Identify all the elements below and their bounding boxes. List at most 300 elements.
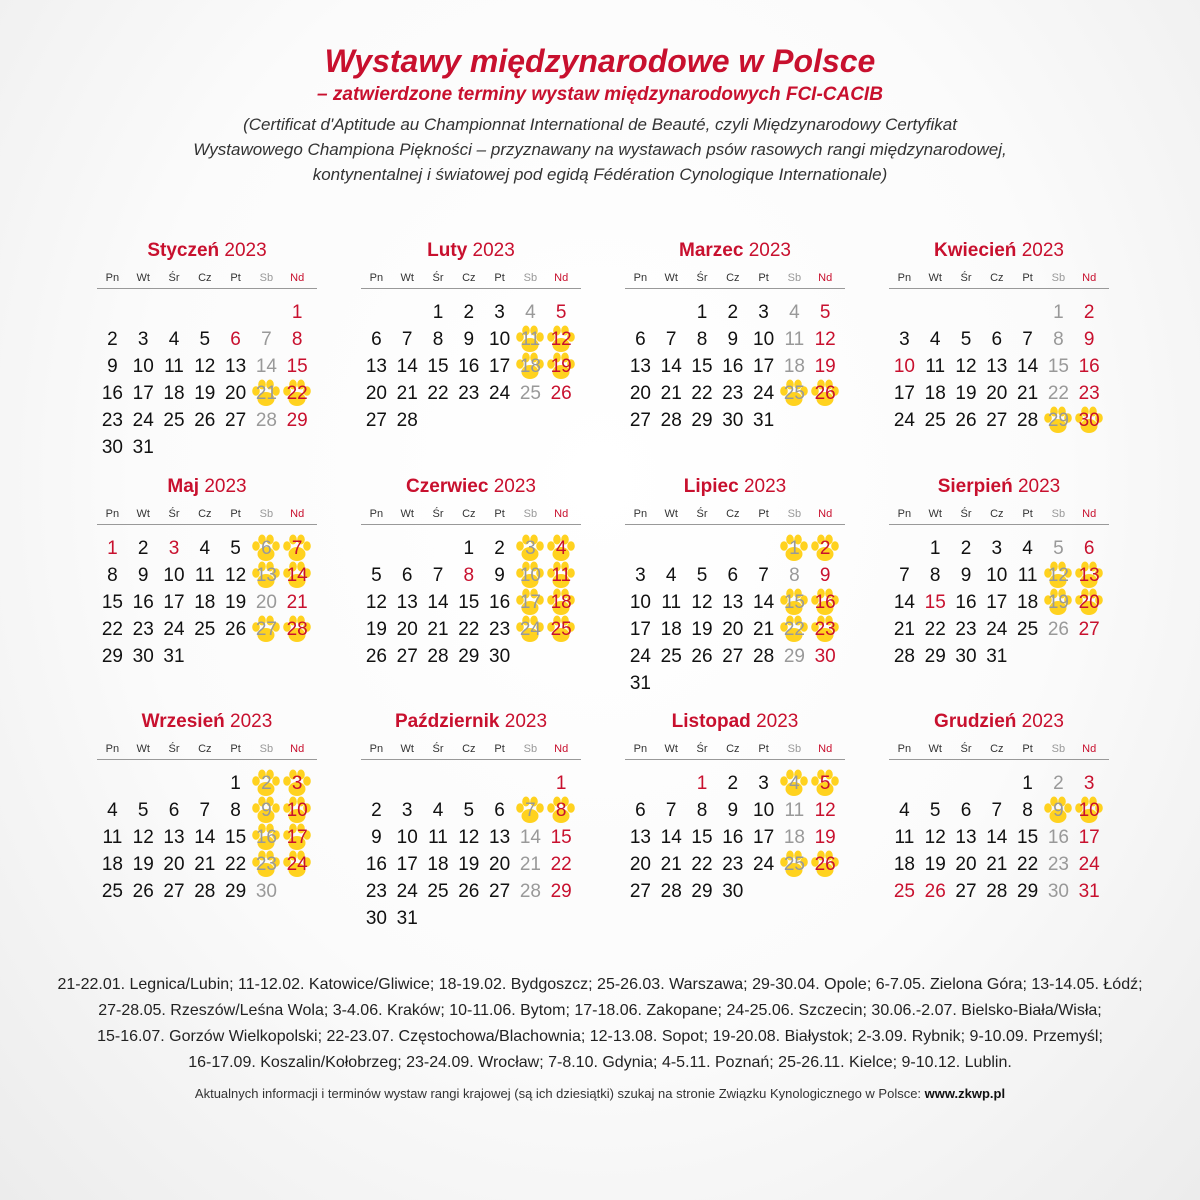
day-number: 26	[955, 410, 977, 431]
day-cell	[282, 589, 313, 616]
day-number: 19	[225, 592, 247, 613]
day-cell	[159, 797, 190, 824]
day-number: 6	[168, 800, 180, 821]
weekday-label: Pn	[369, 743, 384, 755]
day-number: 9	[137, 565, 149, 586]
day-number: 8	[696, 800, 708, 821]
day-number: 6	[635, 329, 646, 350]
day-number: 18	[550, 592, 572, 613]
day-cell	[920, 353, 951, 380]
day-cell	[546, 616, 577, 643]
day-number: 28	[660, 410, 682, 431]
show-dates-list	[0, 972, 1200, 1076]
month-name: Październik	[394, 711, 500, 732]
day-number: 6	[494, 800, 505, 821]
day-number: 1	[432, 302, 444, 323]
day-number: 3	[758, 302, 769, 323]
weekday-label: Śr	[168, 508, 180, 520]
day-cell	[951, 562, 982, 589]
day-number: 12	[365, 592, 387, 613]
day-cell	[515, 878, 546, 905]
day-number: 10	[1078, 800, 1100, 821]
day-number: 26	[132, 881, 154, 902]
day-cell	[981, 535, 1012, 562]
weekday-header	[361, 270, 581, 289]
day-number: 3	[494, 302, 505, 323]
day-number: 26	[365, 646, 387, 667]
day-cell	[981, 589, 1012, 616]
empty-day	[97, 770, 128, 797]
day-cell	[1074, 878, 1105, 905]
day-number: 18	[893, 854, 915, 875]
month-year: 2023	[504, 711, 548, 732]
day-number: 23	[132, 619, 154, 640]
day-number: 10	[286, 800, 308, 821]
empty-day	[423, 770, 454, 797]
day-number: 11	[551, 565, 572, 586]
day-number: 7	[199, 800, 211, 821]
day-cell	[810, 326, 841, 353]
day-number: 8	[789, 565, 800, 586]
month-name: Czerwiec	[406, 476, 489, 497]
weekday-label: Sb	[259, 508, 274, 520]
day-number: 2	[107, 329, 118, 350]
day-cell	[920, 562, 951, 589]
day-cell	[1043, 851, 1074, 878]
day-cell	[1043, 562, 1074, 589]
day-number: 21	[286, 592, 308, 613]
day-number: 9	[107, 356, 118, 377]
weekday-label: Pn	[897, 272, 912, 284]
day-cell	[717, 878, 748, 905]
month-title	[361, 709, 581, 735]
weekday-label: Wt	[928, 272, 942, 284]
website-link[interactable]: www.zkwp.pl	[924, 1086, 1006, 1101]
day-cell	[159, 326, 190, 353]
day-number: 27	[629, 881, 651, 902]
day-cell	[625, 616, 656, 643]
month-title	[97, 474, 317, 500]
day-number: 22	[783, 619, 805, 640]
day-cell	[128, 380, 159, 407]
day-number: 1	[291, 302, 303, 323]
bottom-note	[0, 1086, 1200, 1101]
day-number: 16	[1047, 827, 1069, 848]
empty-day	[625, 770, 656, 797]
day-cell	[981, 616, 1012, 643]
day-number: 4	[665, 565, 677, 586]
day-number: 13	[255, 565, 277, 586]
day-cell	[159, 616, 190, 643]
day-cell	[189, 824, 220, 851]
day-number: 12	[458, 827, 480, 848]
month-10	[361, 709, 581, 932]
day-number: 26	[691, 646, 713, 667]
day-cell	[189, 589, 220, 616]
day-cell	[128, 562, 159, 589]
day-cell	[423, 797, 454, 824]
day-cell	[484, 326, 515, 353]
day-cell	[717, 824, 748, 851]
day-number: 27	[163, 881, 185, 902]
day-cell	[251, 407, 282, 434]
month-year: 2023	[1021, 240, 1064, 261]
day-number: 11	[1017, 565, 1038, 586]
day-number: 27	[396, 646, 418, 667]
day-number: 6	[371, 329, 382, 350]
day-cell	[484, 616, 515, 643]
month-7	[625, 474, 845, 697]
day-number: 18	[519, 356, 541, 377]
day-number: 27	[1078, 619, 1100, 640]
day-number: 4	[1022, 538, 1033, 559]
weekday-label: Wt	[664, 743, 678, 755]
day-number: 15	[427, 356, 449, 377]
day-number: 10	[986, 565, 1008, 586]
month-year: 2023	[1017, 476, 1061, 497]
day-cell	[981, 380, 1012, 407]
day-cell	[920, 407, 951, 434]
day-number: 21	[255, 383, 277, 404]
weekday-header	[361, 506, 581, 525]
day-number: 24	[986, 619, 1008, 640]
day-cell	[453, 535, 484, 562]
day-number: 25	[783, 854, 805, 875]
day-number: 26	[814, 383, 836, 404]
weekday-label: Śr	[432, 272, 444, 284]
month-year: 2023	[748, 240, 791, 261]
day-number: 20	[396, 619, 418, 640]
day-number: 26	[225, 619, 247, 640]
day-number: 17	[132, 383, 154, 404]
day-number: 30	[814, 646, 836, 667]
day-number: 22	[225, 854, 247, 875]
day-number: 14	[427, 592, 449, 613]
day-number: 18	[660, 619, 682, 640]
day-cell	[920, 380, 951, 407]
day-cell	[159, 878, 190, 905]
day-number: 20	[722, 619, 744, 640]
day-cell	[282, 824, 313, 851]
day-cell	[159, 562, 190, 589]
day-number: 30	[722, 881, 744, 902]
day-number: 22	[101, 619, 123, 640]
day-number: 25	[660, 646, 682, 667]
day-cell	[625, 326, 656, 353]
day-number: 29	[924, 646, 946, 667]
day-cell	[392, 326, 423, 353]
weekday-label: Sb	[259, 272, 274, 284]
day-number: 8	[1053, 329, 1064, 350]
month-year: 2023	[493, 476, 536, 497]
day-number: 21	[660, 854, 682, 875]
day-number: 15	[286, 356, 308, 377]
day-number: 15	[924, 592, 946, 613]
day-number: 18	[163, 383, 185, 404]
weekday-label: Pn	[633, 508, 648, 520]
header-note-line: (Certificat d'Aptitude au Championnat International de Beauté, czyli Międzynarodowy Certyfikat	[243, 115, 957, 134]
days-grid	[361, 535, 581, 670]
day-number: 2	[137, 538, 149, 559]
weekday-label: Nd	[818, 508, 833, 520]
day-number: 10	[489, 329, 511, 350]
day-cell	[656, 562, 687, 589]
weekday-header	[97, 270, 317, 289]
weekday-label: Pn	[369, 272, 384, 284]
day-number: 28	[286, 619, 308, 640]
day-cell	[189, 535, 220, 562]
weekday-label: Wt	[664, 272, 678, 284]
day-cell	[128, 589, 159, 616]
day-number: 19	[814, 827, 836, 848]
day-cell	[282, 380, 313, 407]
days-grid	[97, 299, 317, 461]
day-cell	[392, 353, 423, 380]
day-cell	[779, 380, 810, 407]
weekday-label: Sb	[787, 508, 802, 520]
weekday-header	[889, 270, 1109, 289]
day-number: 24	[489, 383, 511, 404]
day-number: 21	[427, 619, 449, 640]
day-number: 25	[101, 881, 123, 902]
day-cell	[128, 434, 159, 461]
day-cell	[1012, 851, 1043, 878]
empty-day	[423, 535, 454, 562]
day-cell	[251, 878, 282, 905]
day-cell	[128, 797, 159, 824]
day-number: 18	[101, 854, 123, 875]
day-cell	[810, 380, 841, 407]
day-cell	[97, 380, 128, 407]
day-number: 20	[629, 383, 651, 404]
month-name: Maj	[167, 476, 200, 497]
day-cell	[423, 824, 454, 851]
day-number: 12	[691, 592, 713, 613]
day-cell	[361, 616, 392, 643]
weekday-label: Śr	[168, 743, 180, 755]
day-cell	[220, 407, 251, 434]
day-number: 16	[955, 592, 977, 613]
day-cell	[282, 562, 313, 589]
weekday-label: Nd	[1082, 272, 1097, 284]
day-cell	[687, 299, 718, 326]
day-cell	[717, 299, 748, 326]
day-number: 27	[255, 619, 277, 640]
day-number: 14	[396, 356, 418, 377]
day-number: 10	[396, 827, 418, 848]
empty-day	[656, 535, 687, 562]
day-number: 30	[955, 646, 977, 667]
empty-day	[656, 299, 687, 326]
day-cell	[189, 797, 220, 824]
day-number: 28	[519, 881, 541, 902]
day-number: 19	[955, 383, 977, 404]
day-cell	[515, 589, 546, 616]
day-number: 21	[519, 854, 541, 875]
day-cell	[453, 326, 484, 353]
day-cell	[687, 878, 718, 905]
day-number: 22	[1047, 383, 1069, 404]
day-cell	[625, 851, 656, 878]
day-number: 14	[194, 827, 216, 848]
day-cell	[361, 326, 392, 353]
day-number: 2	[261, 773, 272, 794]
weekday-label: Nd	[554, 508, 569, 520]
day-number: 10	[132, 356, 154, 377]
empty-day	[717, 535, 748, 562]
day-cell	[453, 643, 484, 670]
day-cell	[748, 770, 779, 797]
day-number: 1	[463, 538, 475, 559]
weekday-label: Pn	[105, 272, 120, 284]
show-dates-line: 15-16.07. Gorzów Wielkopolski; 22-23.07. Częstochowa/Blachownia; 12-13.08. Sopot; 19-20.08. Białystok; 2-3.09. Rybnik; 9-10.09. Przemyśl;	[97, 1028, 1103, 1045]
day-cell	[748, 353, 779, 380]
day-cell	[748, 562, 779, 589]
day-cell	[748, 616, 779, 643]
day-cell	[951, 380, 982, 407]
day-cell	[282, 770, 313, 797]
weekday-label: Pt	[230, 743, 241, 755]
month-title	[889, 709, 1109, 735]
day-cell	[97, 353, 128, 380]
day-cell	[656, 824, 687, 851]
page-title: Wystawy międzynarodowe w Polsce	[324, 43, 876, 79]
day-cell	[779, 797, 810, 824]
day-number: 23	[1047, 854, 1069, 875]
day-cell	[1074, 326, 1105, 353]
show-dates-line: 21-22.01. Legnica/Lubin; 11-12.02. Katowice/Gliwice; 18-19.02. Bydgoszcz; 25-26.03. Warszawa; 29-30.04. Opole; 6-7.05. Zielona Góra; 13-14.05. Łódź;	[57, 976, 1143, 993]
weekday-label: Pn	[897, 508, 912, 520]
day-cell	[656, 643, 687, 670]
day-cell	[656, 380, 687, 407]
day-cell	[392, 905, 423, 932]
day-cell	[687, 824, 718, 851]
day-number: 20	[163, 854, 185, 875]
empty-day	[361, 770, 392, 797]
month-title	[625, 474, 845, 500]
day-cell	[687, 797, 718, 824]
weekday-header	[625, 741, 845, 760]
day-number: 20	[489, 854, 511, 875]
day-cell	[392, 643, 423, 670]
day-cell	[546, 299, 577, 326]
day-number: 19	[691, 619, 713, 640]
day-number: 1	[696, 302, 708, 323]
day-number: 21	[660, 383, 682, 404]
day-cell	[97, 589, 128, 616]
day-cell	[159, 824, 190, 851]
day-number: 19	[458, 854, 480, 875]
day-cell	[748, 589, 779, 616]
day-cell	[779, 535, 810, 562]
day-cell	[159, 380, 190, 407]
day-cell	[392, 797, 423, 824]
day-cell	[159, 535, 190, 562]
day-number: 8	[929, 565, 941, 586]
day-number: 4	[929, 329, 941, 350]
day-number: 22	[427, 383, 449, 404]
day-number: 24	[286, 854, 308, 875]
empty-day	[159, 770, 190, 797]
month-title	[361, 238, 581, 264]
day-number: 26	[1047, 619, 1069, 640]
day-number: 12	[550, 329, 572, 350]
day-number: 2	[819, 538, 831, 559]
day-cell	[361, 407, 392, 434]
day-cell	[392, 589, 423, 616]
day-cell	[779, 851, 810, 878]
day-cell	[656, 616, 687, 643]
day-number: 2	[727, 773, 739, 794]
empty-day	[920, 770, 951, 797]
day-cell	[220, 562, 251, 589]
weekday-label: Pt	[1022, 272, 1033, 284]
day-number: 2	[463, 302, 475, 323]
day-cell	[1043, 589, 1074, 616]
day-cell	[1043, 770, 1074, 797]
day-cell	[1074, 299, 1105, 326]
empty-day	[97, 299, 128, 326]
day-cell	[392, 380, 423, 407]
day-cell	[546, 770, 577, 797]
day-number: 8	[291, 329, 303, 350]
day-number: 1	[107, 538, 118, 559]
day-cell	[189, 851, 220, 878]
day-number: 7	[525, 800, 536, 821]
day-number: 5	[371, 565, 382, 586]
day-cell	[920, 878, 951, 905]
day-cell	[920, 824, 951, 851]
day-number: 27	[365, 410, 387, 431]
day-cell	[625, 797, 656, 824]
day-number: 25	[1017, 619, 1039, 640]
day-number: 17	[753, 827, 775, 848]
weekday-header	[889, 506, 1109, 525]
empty-day	[981, 299, 1012, 326]
day-cell	[717, 380, 748, 407]
day-cell	[189, 326, 220, 353]
day-number: 26	[814, 854, 836, 875]
weekday-label: Pn	[633, 272, 648, 284]
day-cell	[779, 326, 810, 353]
day-number: 17	[893, 383, 915, 404]
day-number: 12	[814, 329, 836, 350]
day-number: 23	[1078, 383, 1100, 404]
day-number: 7	[401, 329, 413, 350]
day-number: 13	[629, 356, 651, 377]
day-cell	[889, 797, 920, 824]
day-cell	[484, 535, 515, 562]
day-cell	[97, 562, 128, 589]
day-cell	[546, 878, 577, 905]
day-number: 21	[893, 619, 915, 640]
day-number: 9	[261, 800, 272, 821]
day-cell	[220, 535, 251, 562]
day-cell	[1012, 380, 1043, 407]
day-cell	[1043, 380, 1074, 407]
day-number: 7	[432, 565, 444, 586]
weekday-label: Śr	[960, 272, 972, 284]
day-number: 3	[635, 565, 646, 586]
day-number: 9	[1053, 800, 1064, 821]
day-cell	[981, 851, 1012, 878]
day-number: 23	[365, 881, 387, 902]
day-cell	[282, 616, 313, 643]
weekday-label: Cz	[726, 508, 740, 520]
day-cell	[128, 878, 159, 905]
day-number: 17	[286, 827, 308, 848]
header-note-line: kontynentalnej i światowej pod egidą Fédération Cynologique Internationale)	[312, 165, 888, 184]
